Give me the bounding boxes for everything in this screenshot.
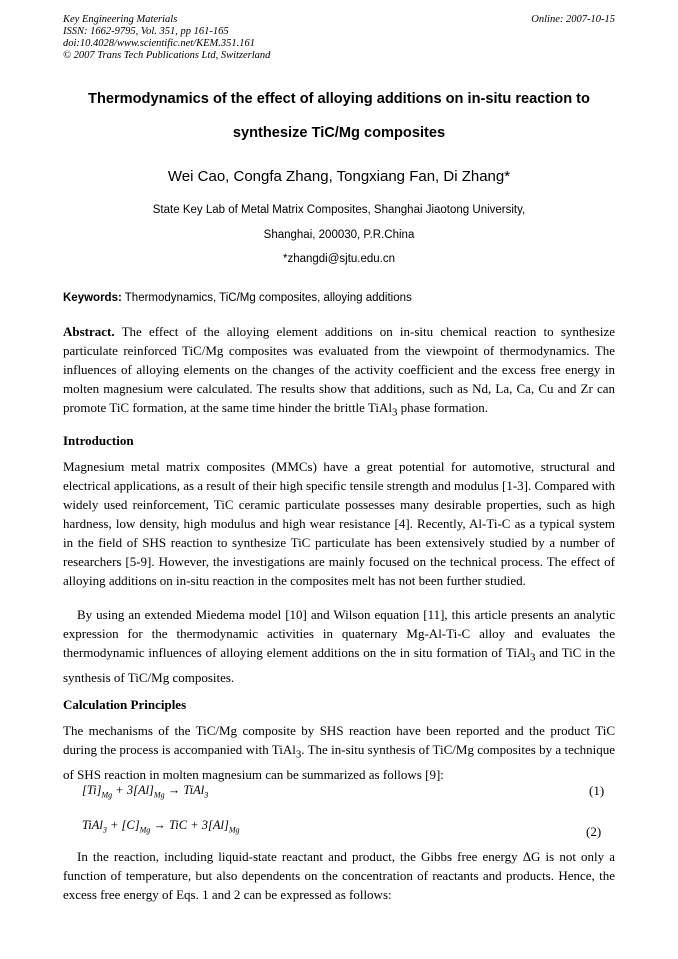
eq1-term: → TiAl xyxy=(164,783,205,797)
eq2-term: → TiC + 3[Al] xyxy=(150,818,229,832)
introduction-paragraph-2 xyxy=(63,605,615,687)
abstract-text-end: phase formation. xyxy=(397,400,488,415)
corresponding-email: *zhangdi@sjtu.edu.cn xyxy=(282,253,396,265)
abstract-text: The effect of the alloying element additions on in-situ chemical reaction to synthesize particulate reinforced TiC/Mg composites was evaluated from the viewpoint of thermodynamics. The influences of alloying elements on the changes of the activity coefficient and the excess free energy in molten magnesium were calculated. The results show that additions, such as Nd, La, Ca, Cu and Zr can promote TiC formation, at the same time hinder the brittle TiAl xyxy=(63,324,615,415)
calculation-p1-text-end: . The in-situ synthesis of TiC/Mg composites by a technique of SHS reaction in molten magnesium can be summarized as follows [9]: xyxy=(63,742,616,782)
equation-1-number: (1) xyxy=(589,783,605,798)
eq2-sub: Mg xyxy=(139,825,151,835)
section-heading-calculation: Calculation Principles xyxy=(63,697,187,712)
online-date: Online: 2007-10-15 xyxy=(531,14,615,25)
author-list: Wei Cao, Congfa Zhang, Tongxiang Fan, Di Zhang* xyxy=(167,168,511,185)
equation-1 xyxy=(82,783,208,800)
introduction-p2-text-end: and TiC in the synthesis of TiC/Mg composites. xyxy=(63,645,616,685)
introduction-paragraph-1: Magnesium metal matrix composites (MMCs) have a great potential for automotive, structural and electrical applications, as a result of their high specific tensile strength and modulus [1-3]. Compared with widely used reinforcement, TiC ceramic particulate possesses many desirable properties, such as high hardness, low density, high modulus and high wear resistance [4]. Recently, Al-Ti-C as a typical system in the field of SHS reaction to synthesize TiC particulate has been extensively studied by a number of researchers [5-9]. However, the investigations are mainly focused on the technical process. The effect of alloying additions on in-situ reaction in the composites melt has not been further studied. xyxy=(63,459,615,588)
eq2-term: TiAl xyxy=(82,818,103,832)
eq2-sub: Mg xyxy=(228,825,240,835)
keywords-label: Keywords: xyxy=(63,292,122,304)
equation-2-number: (2) xyxy=(586,824,602,839)
eq1-sub: Mg xyxy=(101,790,113,800)
section-heading-introduction: Introduction xyxy=(63,433,134,448)
calculation-p1-text: The mechanisms of the TiC/Mg composite by SHS reaction have been reported and the product TiC during the process is accompanied with TiAl xyxy=(63,723,615,757)
journal-header xyxy=(63,14,615,62)
journal-name: Key Engineering Materials xyxy=(63,14,178,25)
paper-title-line1: Thermodynamics of the effect of alloying additions on in-situ reaction to xyxy=(88,91,590,107)
eq2-term: + [C] xyxy=(106,818,140,832)
doi-line: doi:10.4028/www.scientific.net/KEM.351.161 xyxy=(63,38,255,49)
abstract xyxy=(63,322,615,423)
eq1-term: + 3[Al] xyxy=(112,783,154,797)
equation-2 xyxy=(82,818,240,835)
abstract-label: Abstract. xyxy=(63,324,115,339)
introduction-p2-text: By using an extended Miedema model [10] and Wilson equation [11], this article presents an analytic expression for the thermodynamic activities in quaternary Mg-Al-Ti-C alloy and evaluates the thermodynamic influences of alloying element additions on the in situ formation of TiAl xyxy=(63,607,615,660)
eq2-sub: 3 xyxy=(102,825,107,835)
issn-line: ISSN: 1662-9795, Vol. 351, pp 161-165 xyxy=(63,26,229,37)
eq1-term: [Ti] xyxy=(82,783,102,797)
eq1-sub: 3 xyxy=(204,790,209,800)
affiliation-line2: Shanghai, 200030, P.R.China xyxy=(263,229,415,241)
calculation-paragraph-1 xyxy=(63,721,615,784)
keywords-text: Thermodynamics, TiC/Mg composites, alloying additions xyxy=(121,292,412,304)
eq1-sub: Mg xyxy=(153,790,165,800)
calculation-paragraph-2: In the reaction, including liquid-state reactant and product, the Gibbs free energy ΔG is not only a function of temperature, but also dependents on the concentration of reactants and products. Hence, the excess free energy of Eqs. 1 and 2 can be expressed as follows: xyxy=(63,849,615,902)
affiliation-line1: State Key Lab of Metal Matrix Composites, Shanghai Jiaotong University, xyxy=(152,204,526,216)
paper-title-line2: synthesize TiC/Mg composites xyxy=(232,125,446,141)
keywords xyxy=(63,289,615,308)
abstract-subscript: 3 xyxy=(391,406,398,419)
copyright-line: © 2007 Trans Tech Publications Ltd, Switzerland xyxy=(63,50,271,61)
calculation-p1-subscript: 3 xyxy=(295,748,302,761)
introduction-p2-subscript: 3 xyxy=(529,651,536,664)
